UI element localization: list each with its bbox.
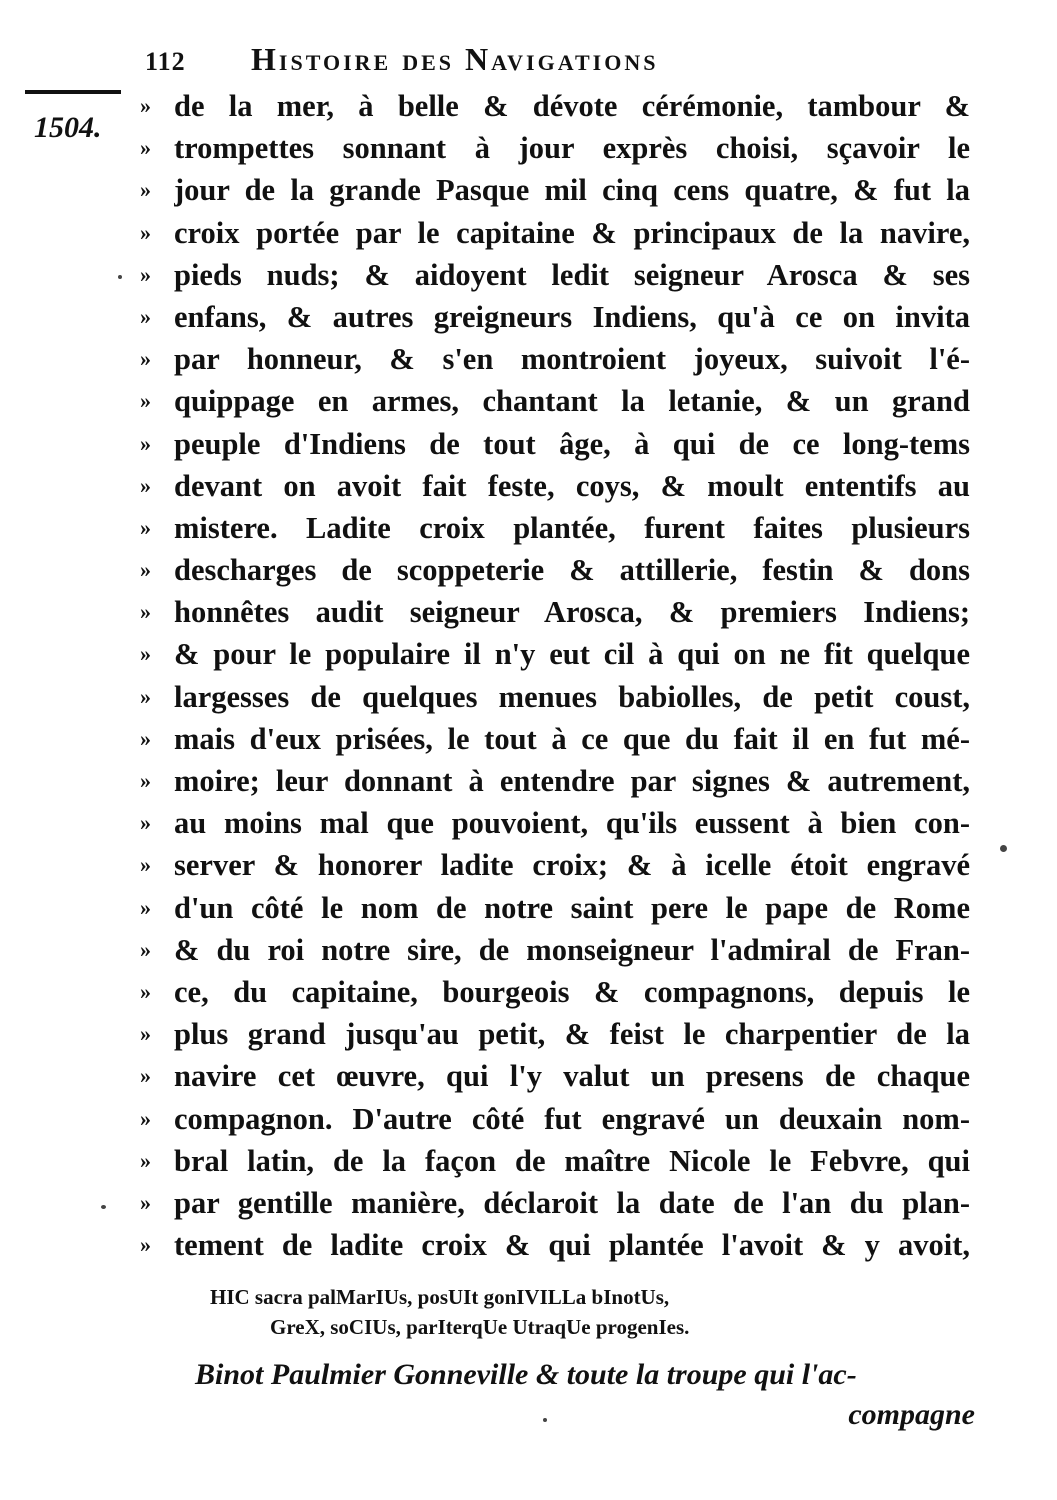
text-line: » par honneur, & s'en montroient joyeux, suivoit l'é- — [140, 338, 970, 380]
quote-mark: » — [140, 1021, 151, 1047]
quote-mark: » — [140, 852, 151, 878]
scan-speck — [543, 1418, 547, 1422]
body-text — [140, 85, 970, 1266]
text-line: » server & honorer ladite croix; & à icelle étoit engravé — [140, 844, 970, 886]
scan-speck — [101, 1205, 106, 1209]
quote-mark: » — [140, 514, 151, 540]
text-line: » peuple d'Indiens de tout âge, à qui de ce long-tems — [140, 423, 970, 465]
quote-mark: » — [140, 1189, 151, 1215]
quote-mark: » — [140, 1063, 151, 1089]
text-line: » navire cet œuvre, qui l'y valut un presens de chaque — [140, 1055, 970, 1097]
text-line: » honnêtes audit seigneur Arosca, & premiers Indiens; — [140, 591, 970, 633]
caption-line-1-text: Binot Paulmier Gonneville & toute la troupe qui l'ac- — [195, 1358, 857, 1391]
quote-mark: » — [140, 303, 151, 329]
quote-mark: » — [140, 93, 151, 118]
text-line: » enfans, & autres greigneurs Indiens, qu'à ce on invita — [140, 296, 970, 338]
text-line: » largesses de quelques menues babiolles, de petit coust, — [140, 676, 970, 718]
text-line: » descharges de scoppeterie & attillerie, festin & dons — [140, 549, 970, 591]
quote-mark: » — [140, 261, 151, 287]
text-line: » croix portée par le capitaine & principaux de la navire, — [140, 212, 970, 254]
quote-mark: » — [140, 1232, 151, 1258]
quote-mark: » — [140, 978, 151, 1004]
scan-speck — [1000, 845, 1007, 852]
caption-line-1 — [195, 1355, 975, 1395]
inscription-line-2: GreX, soCIUs, parIterqUe UtraqUe progenIes. — [270, 1315, 690, 1339]
scan-speck — [118, 275, 122, 279]
quote-mark: » — [140, 894, 151, 920]
text-line: » d'un côté le nom de notre saint pere le pape de Rome — [140, 887, 970, 929]
latin-inscription — [210, 1282, 810, 1342]
text-line: » & du roi notre sire, de monseigneur l'admiral de Fran- — [140, 929, 970, 971]
quote-mark: » — [140, 472, 151, 498]
text-line: » tement de ladite croix & qui plantée l'avoit & y avoit, — [140, 1224, 970, 1266]
text-line: » compagnon. D'autre côté fut engravé un deuxain nom- — [140, 1098, 970, 1140]
quote-mark: » — [140, 1147, 151, 1173]
text-line: » quippage en armes, chantant la letanie, & un grand — [140, 380, 970, 422]
text-line: » mais d'eux prisées, le tout à ce que du fait il en fut mé- — [140, 718, 970, 760]
text-line: » pieds nuds; & aidoyent ledit seigneur Arosca & ses — [140, 254, 970, 296]
quote-mark: » — [140, 810, 151, 836]
quote-mark: » — [140, 430, 151, 456]
quote-mark: » — [140, 936, 151, 962]
quote-mark: » — [140, 768, 151, 793]
margin-rule — [25, 90, 121, 94]
text-line: » trompettes sonnant à jour exprès choisi, sçavoir le — [140, 127, 970, 169]
inscription-line-1: HIC sacra palMarIUs, posUIt gonIVILLa bInotUs, — [210, 1285, 670, 1309]
quote-mark: » — [140, 725, 151, 751]
text-line: » mistere. Ladite croix plantée, furent faites plusieurs — [140, 507, 970, 549]
quote-mark: » — [140, 557, 151, 583]
quote-mark: » — [140, 135, 151, 161]
page-number: 112 — [145, 47, 186, 76]
caption-line-2: compagne — [848, 1398, 975, 1431]
margin-year: 1504. — [34, 111, 102, 144]
text-line: » & pour le populaire il n'y eut cil à qui on ne fit quelque — [140, 633, 970, 675]
inscription-caption — [195, 1355, 975, 1435]
text-line: » bral latin, de la façon de maître Nicole le Febvre, qui — [140, 1140, 970, 1182]
text-line: » par gentille manière, déclaroit la date de l'an du plan- — [140, 1182, 970, 1224]
quote-mark: » — [140, 599, 151, 625]
quote-mark: » — [140, 388, 151, 414]
text-line: » au moins mal que pouvoient, qu'ils eussent à bien con- — [140, 802, 970, 844]
text-line: » de la mer, à belle & dévote cérémonie, tambour & — [140, 85, 970, 127]
quote-mark: » — [140, 683, 151, 709]
text-line: » ce, du capitaine, bourgeois & compagnons, depuis le — [140, 971, 970, 1013]
text-line: » jour de la grande Pasque mil cinq cens quatre, & fut la — [140, 169, 970, 211]
quote-mark: » — [140, 1105, 151, 1131]
quote-mark: » — [140, 641, 151, 667]
quote-mark: » — [140, 177, 151, 203]
running-header — [145, 34, 915, 84]
quote-mark: » — [140, 219, 151, 245]
quote-mark: » — [140, 346, 151, 372]
text-line: » plus grand jusqu'au petit, & feist le charpentier de la — [140, 1013, 970, 1055]
text-line: » moire; leur donnant à entendre par signes & autrement, — [140, 760, 970, 802]
text-line: » devant on avoit fait feste, coys, & moult ententifs au — [140, 465, 970, 507]
running-title: Histoire des Navigations — [251, 41, 659, 77]
